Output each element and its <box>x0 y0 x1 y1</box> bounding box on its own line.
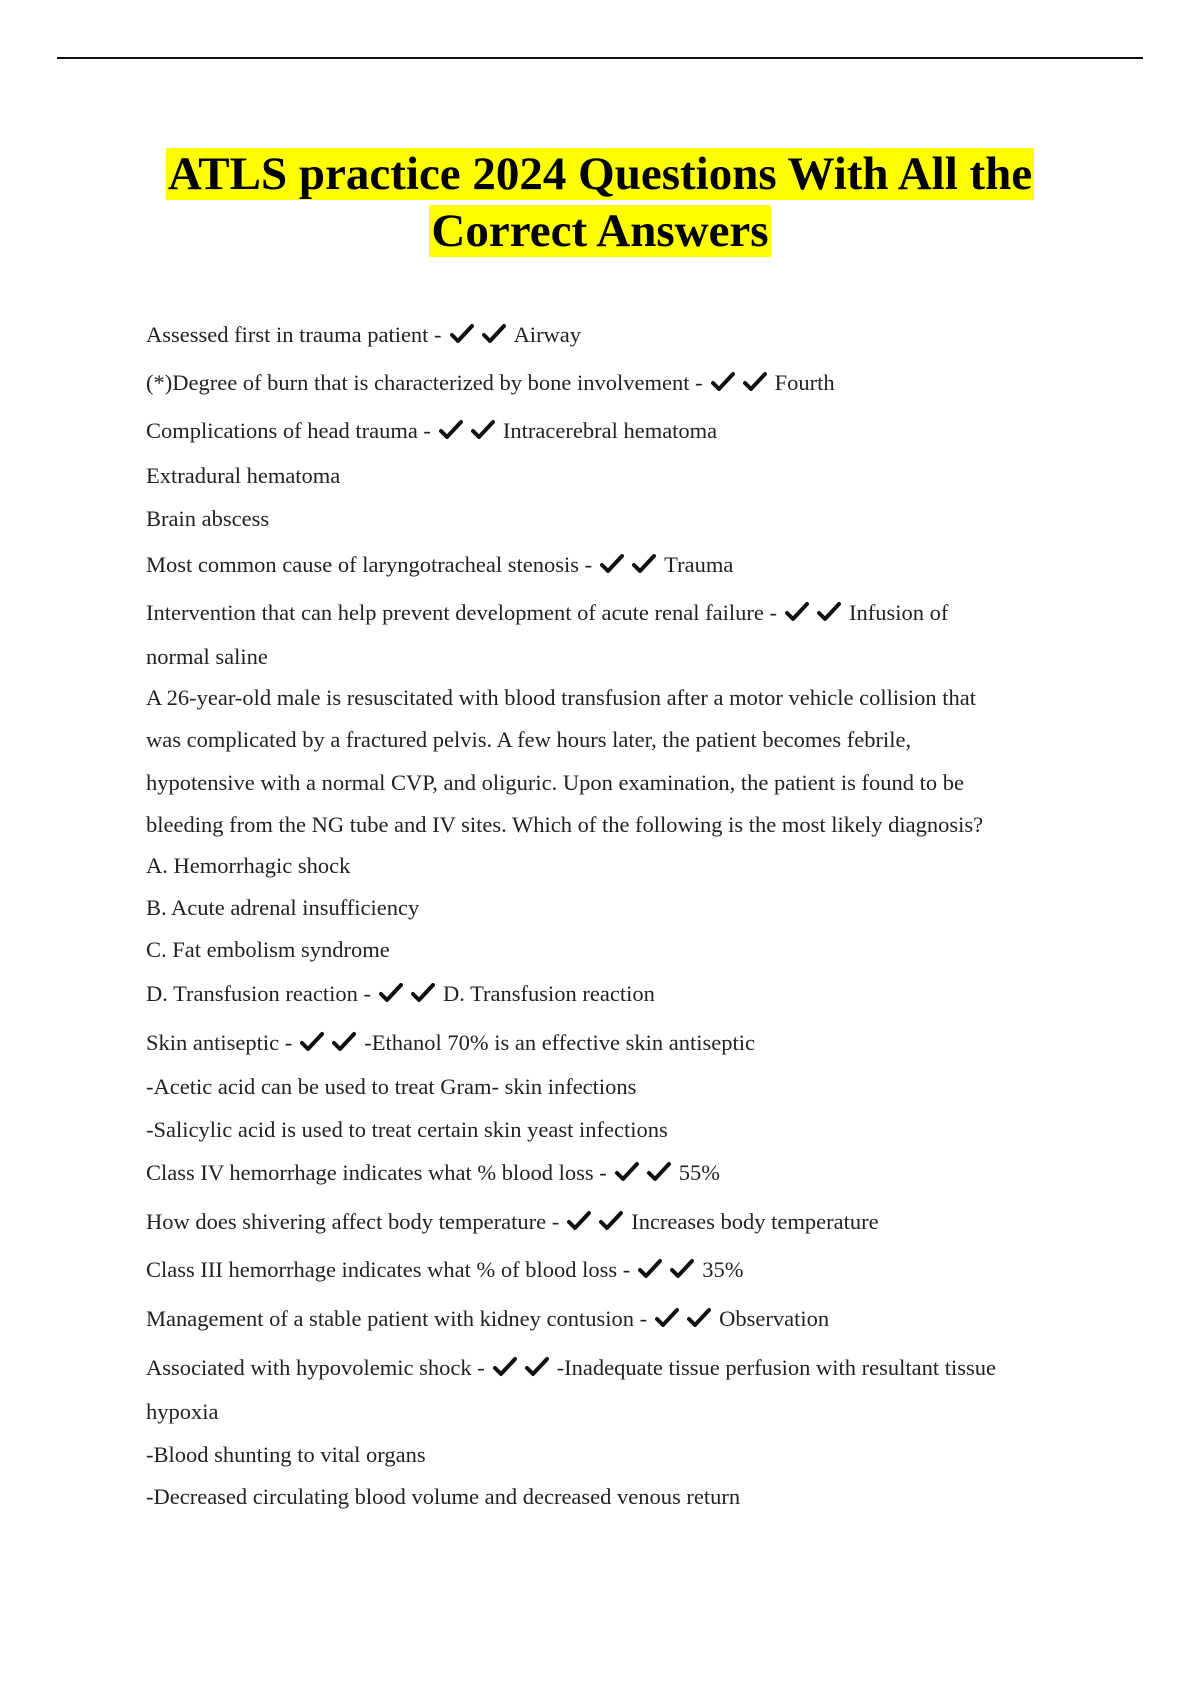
checkmark-icon <box>450 322 474 346</box>
text-line: Brain abscess <box>146 506 270 531</box>
text-line: -Blood shunting to vital organs <box>146 1442 426 1467</box>
qa-line: How does shivering affect body temperature - Increases body temperature <box>146 1209 879 1234</box>
checkmark-icon <box>300 1030 324 1054</box>
text-line: A 26-year-old male is resuscitated with blood transfusion after a motor vehicle collision that <box>146 685 976 710</box>
checkmark-icon <box>647 1160 671 1184</box>
option-line: B. Acute adrenal insufficiency <box>146 895 420 920</box>
checkmark-icon <box>332 1030 356 1054</box>
checkmark-icon <box>615 1160 639 1184</box>
checkmark-icon <box>687 1306 711 1330</box>
checkmark-icon <box>599 1209 623 1233</box>
qa-line: Assessed first in trauma patient - Airway <box>146 322 582 347</box>
checkmark-icon <box>600 552 624 576</box>
checkmark-icon <box>482 322 506 346</box>
text-line: hypoxia <box>146 1399 219 1424</box>
text-line: bleeding from the NG tube and IV sites. Which of the following is the most likely diagnosis? <box>146 812 984 837</box>
checkmark-icon <box>439 418 463 442</box>
text-line: Extradural hematoma <box>146 463 341 488</box>
text-line: was complicated by a fractured pelvis. A few hours later, the patient becomes febrile, <box>146 727 912 752</box>
qa-line: Most common cause of laryngotracheal stenosis - Trauma <box>146 552 734 577</box>
checkmark-icon <box>411 981 435 1005</box>
checkmark-icon <box>743 370 767 394</box>
checkmark-icon <box>711 370 735 394</box>
checkmark-icon <box>670 1257 694 1281</box>
title-line-2: Correct Answers <box>431 205 769 257</box>
title-line-1: ATLS practice 2024 Questions With All the <box>167 148 1033 200</box>
qa-line: Class IV hemorrhage indicates what % blood loss - 55% <box>146 1160 720 1185</box>
text-line: hypotensive with a normal CVP, and oliguric. Upon examination, the patient is found to be <box>146 770 964 795</box>
option-line: A. Hemorrhagic shock <box>146 853 351 878</box>
checkmark-icon <box>493 1355 517 1379</box>
qa-line: Intervention that can help prevent development of acute renal failure - Infusion of <box>146 600 949 625</box>
option-line: C. Fat embolism syndrome <box>146 937 390 962</box>
checkmark-icon <box>655 1306 679 1330</box>
checkmark-icon <box>785 600 809 624</box>
checkmark-icon <box>817 600 841 624</box>
checkmark-icon <box>525 1355 549 1379</box>
qa-line: D. Transfusion reaction - D. Transfusion reaction <box>146 981 655 1006</box>
qa-line: Skin antiseptic - -Ethanol 70% is an effective skin antiseptic <box>146 1030 755 1055</box>
checkmark-icon <box>471 418 495 442</box>
qa-line: Class III hemorrhage indicates what % of blood loss - 35% <box>146 1257 744 1282</box>
text-line: -Salicylic acid is used to treat certain skin yeast infections <box>146 1117 668 1142</box>
qa-line: Management of a stable patient with kidney contusion - Observation <box>146 1306 830 1331</box>
top-rule <box>57 57 1143 59</box>
qa-line: Complications of head trauma - Intracerebral hematoma <box>146 418 718 443</box>
qa-line: Associated with hypovolemic shock - -Inadequate tissue perfusion with resultant tissue <box>146 1355 996 1380</box>
text-line: -Decreased circulating blood volume and decreased venous return <box>146 1484 741 1509</box>
text-line: -Acetic acid can be used to treat Gram- skin infections <box>146 1074 637 1099</box>
checkmark-icon <box>567 1209 591 1233</box>
qa-line: (*)Degree of burn that is characterized by bone involvement - Fourth <box>146 370 835 395</box>
checkmark-icon <box>379 981 403 1005</box>
text-line: normal saline <box>146 644 268 669</box>
checkmark-icon <box>632 552 656 576</box>
document-title <box>0 146 1200 260</box>
checkmark-icon <box>638 1257 662 1281</box>
